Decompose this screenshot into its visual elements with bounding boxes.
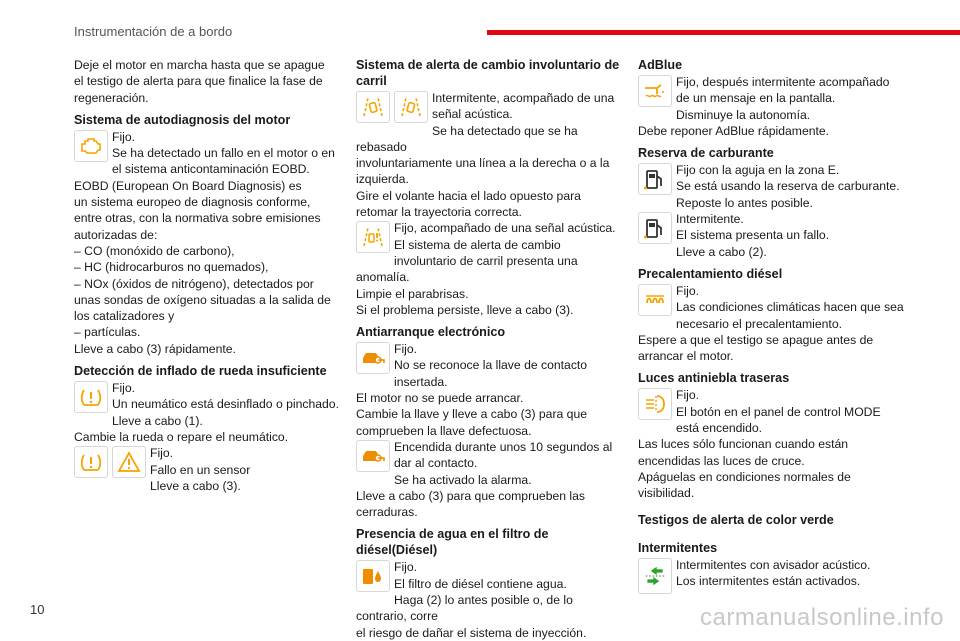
text-line: Fallo en un sensor: [150, 462, 251, 477]
section-title: Precalentamiento diésel: [638, 266, 783, 281]
lane-departure-fault-icon: [356, 221, 390, 253]
text-line: Se ha activado la alarma.: [394, 472, 532, 487]
warning-entry: [74, 445, 340, 494]
text-line: Espere a que el testigo se apague antes de: [638, 332, 874, 347]
warning-entry: [638, 283, 906, 364]
warning-entry: [356, 90, 622, 220]
text-line: involuntario de carril presenta una anomalía.: [356, 253, 578, 285]
page-header-title: Instrumentación de a bordo: [74, 24, 233, 39]
turn-signals-icon: [638, 558, 672, 594]
tyre-pressure-icon: [74, 381, 108, 413]
text-line: El motor no se puede arrancar.: [356, 391, 524, 406]
text-line: Fijo.: [112, 129, 136, 144]
car-key-icon: [356, 342, 390, 374]
text-line: cerraduras.: [356, 505, 418, 520]
text-line: Intermitente, acompañado de una: [432, 91, 615, 105]
warning-entry: [356, 559, 622, 640]
text-line: Fijo, acompañado de una señal acústica.: [394, 221, 616, 236]
column-right: [638, 57, 906, 595]
section-title: Reserva de carburante: [638, 146, 774, 161]
text-line: arrancar el motor.: [638, 349, 734, 364]
text-line: dar al contacto.: [394, 456, 478, 471]
text-line: entre otras, con la normativa sobre emisiones: [74, 211, 321, 226]
section-title: Detección de inflado de rueda insuficiente: [74, 364, 327, 379]
warning-entry: [638, 162, 906, 211]
column-middle: [356, 57, 622, 641]
text-line: el sistema anticontaminación EOBD.: [112, 162, 310, 177]
glow-plug-icon: [638, 284, 672, 316]
rear-fog-light-icon: [638, 388, 672, 420]
fuel-pump-icon: [638, 163, 672, 195]
section-title: Presencia de agua en el filtro de diésel(Diésel): [356, 527, 549, 558]
text-line: involuntariamente una línea a la derecha o a la: [356, 156, 610, 171]
text-line: – HC (hidrocarburos no quemados),: [74, 260, 269, 275]
text-line: Fijo.: [394, 342, 418, 357]
adblue-icon: [638, 75, 672, 107]
lane-departure-icon: [394, 91, 428, 123]
page-number: 10: [30, 602, 45, 617]
text-line: visibilidad.: [638, 486, 695, 501]
section-title: AdBlue: [638, 58, 683, 72]
text-line: Lleve a cabo (2).: [676, 244, 767, 259]
engine-check-icon: [74, 130, 108, 162]
text-line: Apáguelas en condiciones normales de: [638, 469, 851, 484]
text-line: El sistema de alerta de cambio: [394, 237, 561, 252]
water-in-fuel-icon: [356, 560, 390, 592]
text-line: Gire el volante hacia el lado opuesto para: [356, 188, 581, 203]
section-title: Sistema de alerta de cambio involuntario de carril: [356, 58, 620, 88]
text-line: Disminuye la autonomía.: [676, 107, 811, 122]
text-line: Los intermitentes están activados.: [676, 573, 861, 588]
text-line: Lleve a cabo (3) rápidamente.: [74, 341, 236, 356]
text-line: Un neumático está desinflado o pinchado.: [112, 397, 339, 412]
text-line: Fijo, después intermitente acompañado: [676, 75, 890, 89]
section-title: Sistema de autodiagnosis del motor: [74, 112, 291, 127]
text-line: retomar la trayectoria correcta.: [356, 205, 522, 220]
text-line: Las condiciones climáticas hacen que sea: [676, 300, 904, 315]
fuel-pump-icon: [638, 212, 672, 244]
text-line: Intermitentes con avisador acústico.: [676, 557, 871, 572]
header-accent-bar: [487, 30, 960, 35]
text-line: señal acústica.: [432, 107, 513, 122]
text-line: insertada.: [394, 374, 448, 389]
lane-departure-icon: [356, 91, 390, 123]
section-title: Intermitentes: [638, 540, 718, 555]
text-line: Lleve a cabo (1).: [112, 413, 203, 428]
text-line: los catalizadores y: [74, 309, 175, 324]
text-line: – CO (monóxido de carbono),: [74, 243, 235, 258]
text-line: Encendida durante unos 10 segundos al: [394, 439, 613, 454]
text-line: Fijo.: [394, 560, 418, 575]
text-line: de un mensaje en la pantalla.: [676, 91, 836, 106]
text-line: necesario el precalentamiento.: [676, 316, 842, 331]
text-line: El filtro de diésel contiene agua.: [394, 576, 567, 591]
tyre-pressure-icon: [74, 446, 108, 478]
text-line: El botón en el panel de control MODE: [676, 404, 881, 419]
text-line: Las luces sólo funcionan cuando están: [638, 437, 849, 452]
section-title: Antiarranque electrónico: [356, 325, 506, 340]
text-line: Se está usando la reserva de carburante.: [676, 179, 900, 194]
text-line: Fijo.: [150, 446, 174, 461]
text-line: Fijo.: [676, 283, 700, 298]
text-line: – NOx (óxidos de nitrógeno), detectados por: [74, 276, 314, 291]
text-line: Fijo.: [112, 381, 136, 396]
section-title: Luces antiniebla traseras: [638, 371, 790, 386]
warning-entry: [356, 439, 622, 520]
text-line: Fijo con la aguja en la zona E.: [676, 163, 840, 178]
text-line: comprueben la llave defectuosa.: [356, 423, 532, 438]
text-line: Lleve a cabo (3) para que comprueben las: [356, 488, 585, 503]
text-line: un sistema europeo de diagnosis conforme,: [74, 195, 311, 210]
text-line: regeneración.: [74, 90, 149, 105]
car-key-icon: [356, 440, 390, 472]
warning-entry: [638, 74, 906, 139]
text-line: – partículas.: [74, 325, 141, 340]
text-line: Limpie el parabrisas.: [356, 286, 469, 301]
text-line: autorizadas de:: [74, 227, 158, 242]
intro-text: [74, 57, 340, 106]
warning-entry: [638, 211, 906, 260]
text-line: Intermitente.: [676, 212, 744, 227]
text-line: izquierda.: [356, 172, 409, 187]
text-line: Debe reponer AdBlue rápidamente.: [638, 123, 830, 138]
warning-entry: [74, 380, 340, 445]
text-line: EOBD (European On Board Diagnosis) es: [74, 178, 302, 193]
section-title: Testigos de alerta de color verde: [638, 512, 834, 527]
text-line: unas sondas de oxígeno situadas a la salida de: [74, 292, 331, 307]
warning-entry: [74, 129, 340, 357]
warning-entry: [356, 341, 622, 439]
text-line: el testigo de alerta para que finalice la fase de: [74, 74, 323, 89]
text-line: el riesgo de dañar el sistema de inyección.: [356, 625, 587, 640]
column-left: [74, 57, 340, 494]
warning-triangle-icon: [112, 446, 146, 478]
text-line: Fijo.: [676, 388, 700, 403]
text-line: Lleve a cabo (3).: [150, 478, 241, 493]
watermark-text: carmanualsonline.info: [700, 604, 944, 631]
text-line: Haga (2) lo antes posible o, de lo contrario, corre: [356, 593, 573, 624]
text-line: Se ha detectado un fallo en el motor o en: [112, 146, 335, 161]
warning-entry: [356, 220, 622, 318]
text-line: Si el problema persiste, lleve a cabo (3).: [356, 302, 574, 317]
text-line: El sistema presenta un fallo.: [676, 228, 830, 243]
text-line: Se ha detectado que se ha rebasado: [356, 123, 578, 154]
warning-entry: [638, 387, 906, 501]
warning-entry: [638, 557, 906, 595]
text-line: encendidas las luces de cruce.: [638, 453, 805, 468]
text-line: Cambie la llave y lleve a cabo (3) para que: [356, 407, 588, 422]
text-line: Deje el motor en marcha hasta que se apague: [74, 58, 325, 72]
text-line: está encendido.: [676, 421, 763, 436]
text-line: Reposte lo antes posible.: [676, 195, 813, 210]
text-line: No se reconoce la llave de contacto: [394, 358, 588, 373]
text-line: Cambie la rueda o repare el neumático.: [74, 429, 289, 444]
